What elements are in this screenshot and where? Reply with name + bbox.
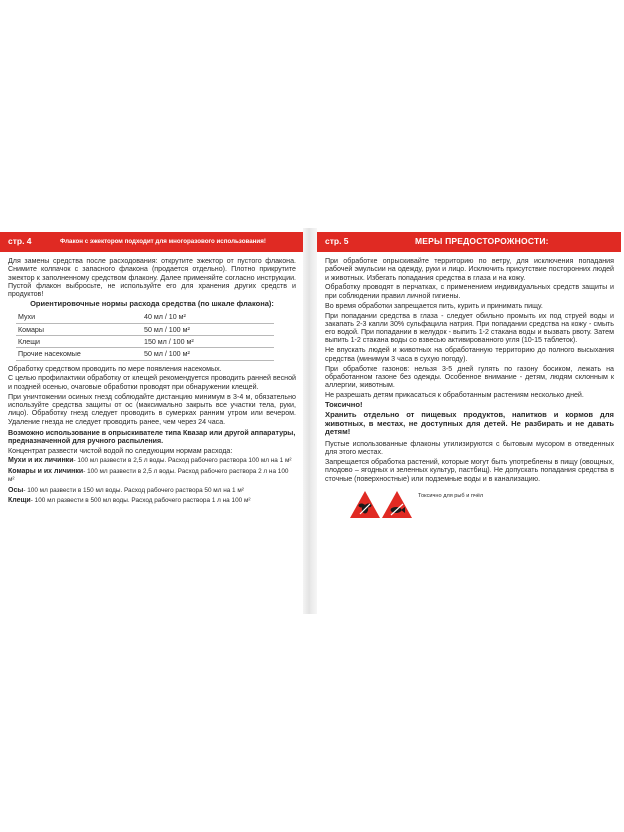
dilution-list [8,457,296,505]
right-page [317,232,621,610]
rates-row [16,323,274,335]
page-number-5: стр. 5 [325,236,349,246]
precaution-paragraph: Обработку проводят в перчатках, с применением индивидуальных средств защиты и при соблюдении правил личной гигиены. [325,283,614,300]
rate-insect: Прочие насекомые [16,348,142,360]
left-page [0,232,303,610]
rates-row [16,336,274,348]
page-number-4: стр. 4 [8,236,32,246]
dilution-text: - 100 мл развести в 2,5 л воды. Расход рабочего раствора 2 л на 100 м² [8,467,289,484]
rates-row [16,312,274,324]
dilution-insect: Клещи [8,496,31,504]
dilution-text: - 100 мл развести в 500 мл воды. Расход рабочего раствора 1 л на 100 м² [30,496,251,504]
fish-warning-icon [381,490,413,519]
dilution-insect: Комары и их личинки [8,467,84,475]
precaution-paragraph: При обработке газонов: нельзя 3-5 дней гулять по газону босиком, лежать на обработанном газоне без одежды. Особенное внимание - детям, людям склонным к аллергии, животным. [325,364,614,390]
dilution-heading: Концентрат развести чистой водой по следующим нормам расхода: [8,447,233,456]
right-content [317,252,621,524]
rate-insect: Мухи [16,312,142,324]
disposal-note: Пустые использованные флаконы утилизируются с бытовым мусором в отведенных для этого местах. [325,439,614,457]
rate-insect: Клещи [16,336,142,348]
refill-instructions: Для замены средства после расходования: открутите эжектор от пустого флакона. Снимите колпачок с запасного флакона (продается отдельно). Плотно прикрутите эжектор к заполненному средством флакону. Далее применяйте согласно инструкции. Пустой флакон выбросьте, не используйте его для хранения других средств и продуктов! [8,257,296,299]
toxicity-icons [325,488,614,524]
precaution-paragraph: Не разрешать детям прикасаться к обработанным растениям несколько дней. [325,391,584,400]
left-header-bar [0,232,303,252]
rates-row [16,348,274,360]
rate-value: 150 мл / 100 м² [142,336,274,348]
treatment-note: Обработку средством проводить по мере появления насекомых. [8,364,222,373]
sprayer-note: Возможно использование в опрыскивателе типа Квазар или другой аппаратуры, предназначенной для ручного распыления. [8,428,296,446]
dilution-item [8,497,296,506]
nests-note: При уничтожении осиных гнезд соблюдайте дистанцию минимум в 3-4 м, обязательно используйте средства защиты от ос (максимально закрыть все участки тела, руки, лицо). Обработку гнезд следует проводить в сумерках ранним утром или вечером. Удаление гнезда не следует проводить ранее, чем через 24 часа. [8,392,296,426]
toxicity-caption: Токсично для рыб и пчёл [418,492,484,499]
ticks-note: С целью профилактики обработку от клещей рекомендуется проводить ранней весной и поздней осенью, очаговые обработки проводят при обнаружении клещей. [8,374,296,391]
book-gutter [303,228,317,614]
prohibition-note: Запрещается обработка растений, которые могут быть употреблены в пищу (овощных, плодово – ягодных и зеленных культур, пастбищ). Не допускать попадания средства в сточные (поверхностные) или подземные воды и в канализацию. [325,458,614,483]
right-header-title: МЕРЫ ПРЕДОСТОРОЖНОСТИ: [415,236,549,246]
rates-table [16,312,274,361]
rate-value: 50 мл / 100 м² [142,348,274,360]
toxic-warning: Токсично! [325,399,363,409]
right-header-bar [317,232,621,252]
precaution-paragraph: Во время обработки запрещается пить, курить и принимать пищу. [325,301,543,310]
rate-value: 50 мл / 100 м² [142,323,274,335]
dilution-item [8,457,296,466]
bee-warning-icon [349,490,381,519]
dilution-item [8,468,296,485]
precaution-paragraph: Не впускать людей и животных на обработанную территорию до полного высыхания средства (минимум 3 часа в сухую погоду). [325,346,614,363]
dilution-insect: Осы [8,486,24,494]
dilution-item [8,487,296,496]
precaution-paragraph: При попадании средства в глаза - следует обильно промыть их под струей воды и закапать 2-3 капли 30% сульфацила натрия. При попадании средства на кожу - смыть его водой. При попадании в желудок - выпить 1-2 стакана воды и вызвать рвоту. Затем выпить 1-2 стакана воды со взвесью активированного угля (10-15 таблеток). [325,311,614,345]
dilution-text: - 100 мл развести в 2,5 л воды. Расход рабочего раствора 100 мл на 1 м² [73,457,292,465]
dilution-insect: Мухи и их личинки [8,457,74,465]
precautions-list [325,257,614,399]
rate-insect: Комары [16,323,142,335]
rates-heading: Ориентировочные нормы расхода средства (по шкале флакона): [30,299,274,309]
dilution-text: - 100 мл развести в 150 мл воды. Расход рабочего раствора 50 мл на 1 м² [23,486,244,494]
rate-value: 40 мл / 10 м² [142,312,274,324]
storage-warning: Хранить отдельно от пищевых продуктов, напитков и кормов для животных, в местах, не доступных для детей. Не разбирать и не давать детям! [325,410,614,437]
left-content [0,252,303,506]
left-header-title: Флакон с эжектором подходит для многоразового использования! [60,237,266,245]
precaution-paragraph: При обработке опрыскивайте территорию по ветру, для исключения попадания рабочей эмульсии на одежду, руки и лицо. Исключить присутствие посторонних людей и животных. Избегать попадания средства в глаза и на кожу. [325,257,614,282]
